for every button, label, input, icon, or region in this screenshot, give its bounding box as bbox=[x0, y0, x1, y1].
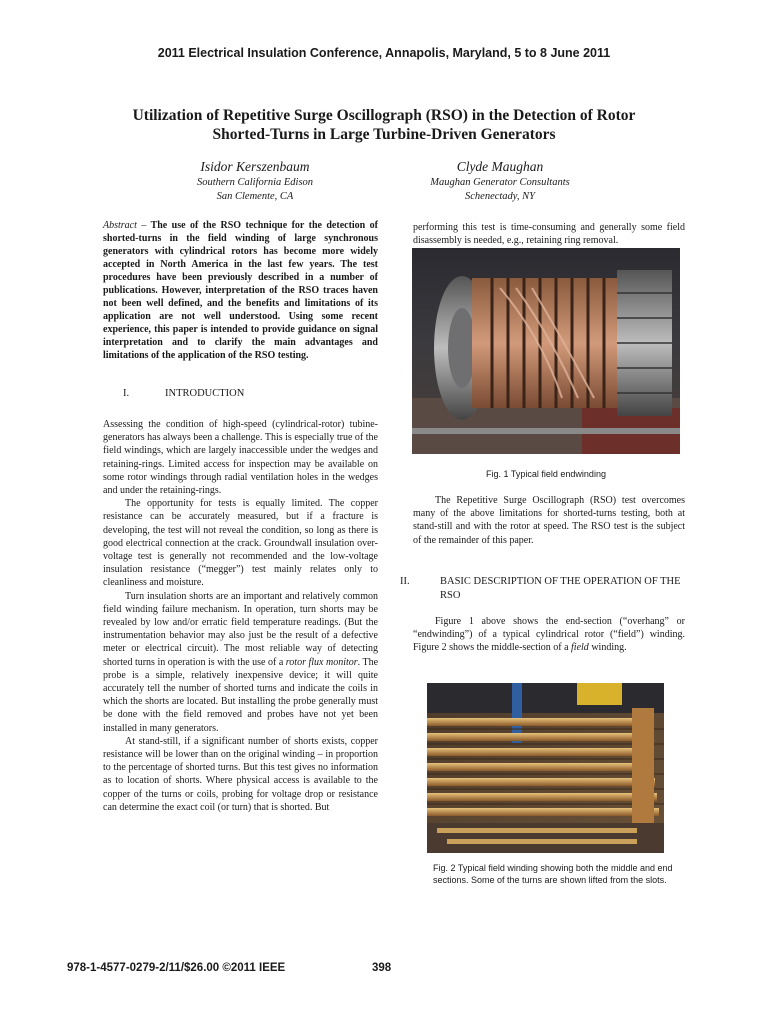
section-heading-introduction bbox=[103, 387, 378, 401]
abstract-label: Abstract – bbox=[103, 220, 147, 231]
author-block-2 bbox=[395, 158, 605, 204]
text-run: winding. bbox=[591, 642, 627, 654]
author-block-1 bbox=[150, 158, 360, 204]
section-heading-basic-description bbox=[400, 575, 690, 603]
paragraph bbox=[413, 615, 685, 655]
paragraph: performing this test is time-consuming and generally some field disassembly is needed, e.g., retaining ring removal. bbox=[413, 222, 685, 247]
section-title: INTRODUCTION bbox=[165, 388, 245, 399]
page-number: 398 bbox=[372, 962, 392, 974]
text-run: . The probe is a simple, relatively inexpensive device; it will quite accurately tell the number of shorted turns and indicate the coils in which the shorts are located. But installing the probe generally must be done with the field removed and probes have not yet been installed in many generators. bbox=[103, 656, 379, 734]
emphasis: field bbox=[571, 642, 589, 654]
author-location: San Clemente, CA bbox=[216, 191, 294, 202]
abstract-text: The use of the RSO technique for the detection of shorted-turns in the field winding of large synchronous generators with cylindrical rotors has become more widely accepted in North America in the last few years. The test procedures have been previously described in a number of publications. However, interpretation of the RSO traces haven not been well defined, and the benefits and limitations of its application are not well understood. Using some recent experience, this paper is intended to provide guidance on signal interpretation and to clarify the main advantages and limitations of the application of the RSO testing. bbox=[103, 220, 379, 361]
introduction-body bbox=[103, 418, 378, 814]
author-affiliation: Southern California Edison bbox=[196, 177, 314, 188]
figure-1-rotor-endwinding-photo bbox=[412, 248, 680, 454]
title-line-2: Shorted-Turns in Large Turbine-Driven Generators bbox=[212, 126, 556, 143]
paper-title bbox=[80, 106, 688, 144]
author-name: Isidor Kerszenbaum bbox=[200, 159, 310, 174]
text-run: Turn insulation shorts are an important and relatively common field winding failure mechanism. In operation, turn shorts may be revealed by low and/or erratic field temperature readings. (But the instrumentation behavior may also just be the result of a defective meter or electrical circuit). The most reliable way of detecting shorted turns in operation is with the use of a bbox=[103, 590, 378, 668]
emphasis: rotor flux monitor bbox=[285, 656, 358, 668]
section-number: II. bbox=[400, 576, 410, 587]
paragraph: Assessing the condition of high-speed (cylindrical-rotor) tubine-generators has always been a challenge. This is especially true of the field windings, which are largely inaccessible under the wedges and retaining-rings. Limited access for inspection may be available on some rotor windings through radial ventilation holes in the wedges and under the retaining-rings. bbox=[103, 419, 378, 497]
footer-isbn: 978-1-4577-0279-2/11/$26.00 ©2011 IEEE bbox=[67, 962, 286, 974]
author-affiliation: Maughan Generator Consultants bbox=[430, 177, 570, 188]
abstract bbox=[103, 219, 378, 362]
paragraph bbox=[103, 590, 378, 735]
figure-2-caption: Fig. 2 Typical field winding showing both the middle and end sections. Some of the turns are shown lifted from the slots. bbox=[433, 863, 673, 885]
section-title: BASIC DESCRIPTION OF THE OPERATION OF THE RSO bbox=[440, 576, 681, 601]
paragraph: At stand-still, if a significant number of shorts exists, copper resistance will be lower than on the original winding – in proportion to the percentage of shorted turns. But this test gives no information as to location of shorts. Where physical access is available to the copper of the turns or coils, probing for voltage drop or resistance can determine the exact coil (or turn) that is shorted. But bbox=[103, 735, 378, 813]
title-line-1: Utilization of Repetitive Surge Oscillograph (RSO) in the Detection of Rotor bbox=[132, 107, 636, 124]
text-run: Figure 1 above shows the end-section (“overhang” or “endwinding”) of a typical cylindrical rotor (“field”) winding. Figure 2 shows the middle-section of a bbox=[413, 616, 685, 654]
section-number: I. bbox=[123, 388, 130, 399]
conference-header: 2011 Electrical Insulation Conference, Annapolis, Maryland, 5 to 8 June 2011 bbox=[157, 46, 611, 60]
figure-1-caption: Fig. 1 Typical field endwinding bbox=[486, 469, 606, 479]
author-location: Schenectady, NY bbox=[465, 191, 535, 202]
paragraph: The opportunity for tests is equally limited. The copper resistance can be accurately measured, but if a fracture is developing, the test will not reveal the condition, so long as there is good electrical connection at the crack. Groundwall insulation over-voltage test is generally not recommended and the low-voltage insulation resistance (“megger”) test mainly relates only to cleanliness and moisture. bbox=[103, 498, 378, 589]
author-name: Clyde Maughan bbox=[456, 159, 544, 174]
figure-2-field-winding-photo bbox=[427, 683, 664, 853]
paragraph: The Repetitive Surge Oscillograph (RSO) test overcomes many of the above limitations for shorted-turns testing, both at stand-still and with the rotor at speed. The RSO test is the subject of the remainder of this paper. bbox=[413, 495, 685, 546]
